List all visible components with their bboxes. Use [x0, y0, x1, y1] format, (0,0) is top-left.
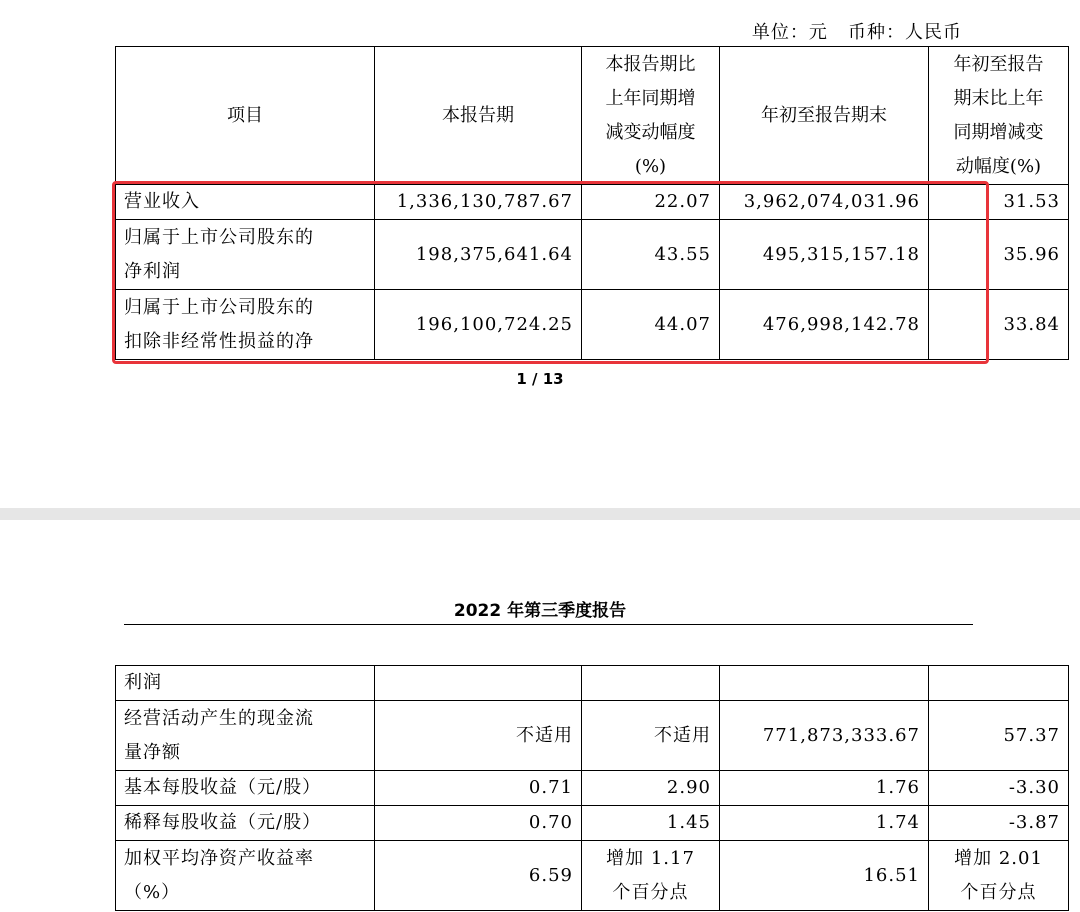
table-row [116, 290, 1069, 360]
row-current: 198,375,641.64 [375, 220, 582, 290]
header-ytd: 年初至报告期末 [720, 47, 929, 185]
row-ytd-change: 31.53 [929, 185, 1069, 220]
row-current-change: 1.45 [582, 806, 720, 841]
row-ytd: 1.74 [720, 806, 929, 841]
row-current: 不适用 [375, 701, 582, 771]
row-current: 196,100,724.25 [375, 290, 582, 360]
row-ytd: 771,873,333.67 [720, 701, 929, 771]
report-title: 2022 年第三季度报告 [453, 601, 627, 621]
table-row [116, 771, 1069, 806]
table-row [116, 220, 1069, 290]
row-ytd: 3,962,074,031.96 [720, 185, 929, 220]
table-row [116, 666, 1069, 701]
header-item: 项目 [116, 47, 375, 185]
row-item: 经营活动产生的现金流 量净额 [116, 701, 375, 771]
row-ytd-change: 35.96 [929, 220, 1069, 290]
header-current-period: 本报告期 [375, 47, 582, 185]
row-current-change: 22.07 [582, 185, 720, 220]
row-current: 0.70 [375, 806, 582, 841]
row-ytd [720, 666, 929, 701]
row-item: 归属于上市公司股东的 净利润 [116, 220, 375, 290]
row-ytd: 1.76 [720, 771, 929, 806]
table-row [116, 701, 1069, 771]
row-current: 1,336,130,787.67 [375, 185, 582, 220]
row-current-change: 增加 1.17 个百分点 [582, 841, 720, 911]
unit-label: 单位：元 [751, 22, 828, 43]
row-ytd: 16.51 [720, 841, 929, 911]
row-current-change: 2.90 [582, 771, 720, 806]
key-financials-table-continued [115, 665, 1069, 911]
row-ytd-change: -3.87 [929, 806, 1069, 841]
header-current-change: 本报告期比 上年同期增 减变动幅度 (%) [582, 47, 720, 185]
table-row [116, 185, 1069, 220]
row-ytd-change: -3.30 [929, 771, 1069, 806]
row-item: 利润 [116, 666, 375, 701]
row-ytd: 476,998,142.78 [720, 290, 929, 360]
report-page-2 [0, 520, 1080, 912]
row-item: 营业收入 [116, 185, 375, 220]
row-ytd-change [929, 666, 1069, 701]
row-current-change: 43.55 [582, 220, 720, 290]
table-row [116, 806, 1069, 841]
header-ytd-change: 年初至报告 期末比上年 同期增减变 动幅度(%) [929, 47, 1069, 185]
row-ytd: 495,315,157.18 [720, 220, 929, 290]
key-financials-table [115, 46, 1069, 360]
row-current-change: 44.07 [582, 290, 720, 360]
currency-label: 币种：人民币 [848, 22, 962, 43]
page-separator [0, 508, 1080, 520]
table-row [116, 841, 1069, 911]
row-current: 0.71 [375, 771, 582, 806]
row-current-change: 不适用 [582, 701, 720, 771]
row-ytd-change: 33.84 [929, 290, 1069, 360]
title-rule [124, 624, 973, 625]
row-current: 6.59 [375, 841, 582, 911]
row-item: 归属于上市公司股东的 扣除非经常性损益的净 [116, 290, 375, 360]
row-ytd-change: 57.37 [929, 701, 1069, 771]
row-item: 稀释每股收益（元/股） [116, 806, 375, 841]
row-item: 加权平均净资产收益率 （%） [116, 841, 375, 911]
row-current [375, 666, 582, 701]
page-number: 1 / 13 [516, 370, 564, 388]
table-header-row [116, 47, 1069, 185]
unit-currency-line [752, 18, 962, 44]
row-current-change [582, 666, 720, 701]
row-item: 基本每股收益（元/股） [116, 771, 375, 806]
row-ytd-change: 增加 2.01 个百分点 [929, 841, 1069, 911]
